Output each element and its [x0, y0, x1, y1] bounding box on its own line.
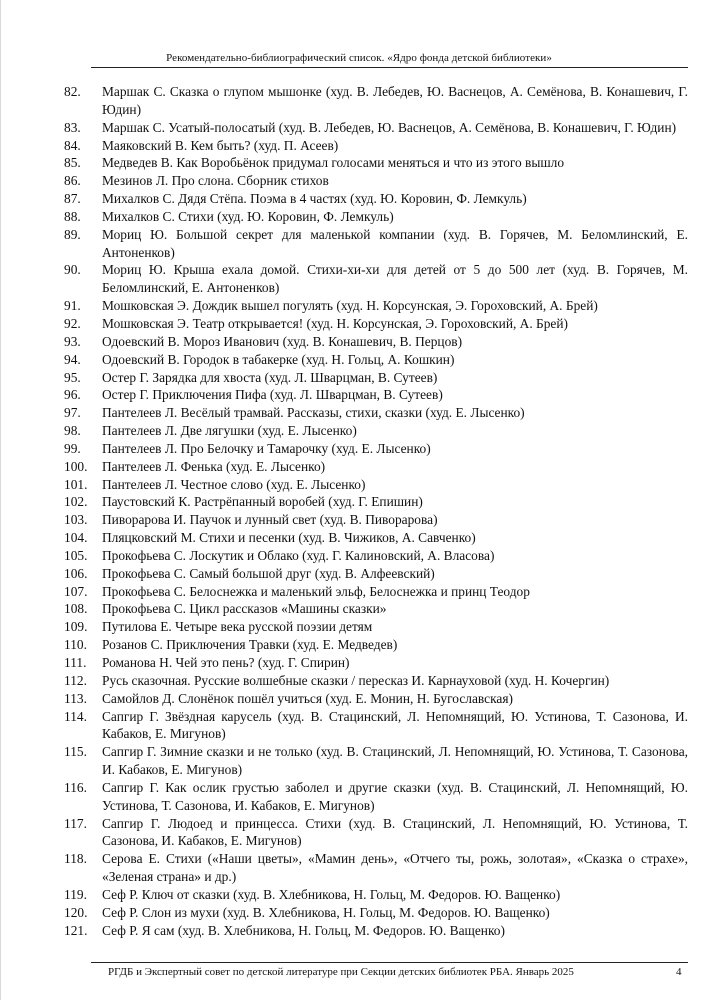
- entry-text: Остер Г. Приключения Пифа (худ. Л. Шварцман, В. Сутеев): [102, 387, 443, 403]
- list-item: [64, 672, 688, 690]
- entry-text: Сеф Р. Я сам (худ. В. Хлебникова, Н. Гольц, М. Федоров. Ю. Ващенко): [102, 922, 505, 938]
- entry-number: 121.: [64, 922, 88, 938]
- entry-number: 116.: [64, 779, 87, 795]
- entry-text: Русь сказочная. Русские волшебные сказки / пересказ И. Карнауховой (худ. Н. Кочергин): [102, 672, 610, 688]
- entry-number: 100.: [64, 458, 88, 474]
- list-item: [64, 208, 688, 226]
- entry-text: Одоевский В. Городок в табакерке (худ. Н. Гольц, А. Кошкин): [102, 351, 455, 367]
- list-item: [64, 850, 688, 886]
- entry-number: 102.: [64, 494, 88, 510]
- entry-text: Прокофьева С. Самый большой друг (худ. В. Алфеевский): [102, 565, 435, 581]
- entry-number: 112.: [64, 672, 87, 688]
- entry-text: Самойлов Д. Слонёнок пошёл учиться (худ. Е. Монин, Н. Бугославская): [102, 690, 513, 706]
- page-footer: РГДБ и Экспертный совет по детской литературе при Секции детских библиотек РБА. Январь 2025: [108, 966, 574, 978]
- list-item: [64, 636, 688, 654]
- entry-text: Маршак С. Сказка о глупом мышонке (худ. В. Лебедев, Ю. Васнецов, А. Семёнова, В. Конашевич, Г. Юдин): [102, 84, 688, 117]
- entry-number: 120.: [64, 904, 88, 920]
- page-number: 4: [676, 966, 682, 978]
- entry-number: 109.: [64, 619, 88, 635]
- entry-text: Мезинов Л. Про слона. Сборник стихов: [102, 173, 329, 189]
- entry-text: Паустовский К. Растрёпанный воробей (худ. Г. Епишин): [102, 494, 423, 510]
- entry-number: 94.: [64, 351, 81, 367]
- entry-number: 114.: [64, 708, 87, 724]
- list-item: [64, 440, 688, 458]
- entry-number: 111.: [64, 655, 87, 670]
- entry-text: Мошковская Э. Театр открывается! (худ. Н. Корсунская, Э. Гороховский, А. Брей): [102, 315, 568, 331]
- list-item: [64, 83, 688, 119]
- list-item: [64, 137, 688, 155]
- list-item: [64, 529, 688, 547]
- entry-text: Мориц Ю. Крыша ехала домой. Стихи-хи-хи для детей от 5 до 500 лет (худ. В. Горячев, М. Беломлинский, Е. Антоненков): [102, 262, 688, 296]
- entry-number: 90.: [64, 262, 81, 278]
- entry-text: Пантелеев Л. Весёлый трамвай. Рассказы, стихи, сказки (худ. Е. Лысенко): [102, 405, 525, 421]
- entry-text: Михалков С. Дядя Стёпа. Поэма в 4 частях (худ. Ю. Коровин, Ф. Лемкуль): [102, 191, 527, 207]
- entry-number: 115.: [64, 744, 87, 760]
- entry-number: 86.: [64, 173, 81, 189]
- entry-text: Михалков С. Стихи (худ. Ю. Коровин, Ф. Лемкуль): [102, 208, 394, 224]
- list-item: [64, 815, 688, 851]
- entry-number: 98.: [64, 423, 81, 439]
- list-item: [64, 583, 688, 601]
- entry-text: Пляцковский М. Стихи и песенки (худ. В. Чижиков, А. Савченко): [102, 530, 476, 546]
- entry-text: Медведев В. Как Воробьёнок придумал голосами меняться и что из этого вышло: [102, 155, 565, 171]
- entry-number: 83.: [64, 119, 81, 135]
- entry-text: Маршак С. Усатый-полосатый (худ. В. Лебедев, Ю. Васнецов, А. Семёнова, В. Конашевич, Г. Юдин): [102, 119, 677, 135]
- entry-text: Пантелеев Л. Две лягушки (худ. Е. Лысенко): [102, 423, 357, 439]
- list-item: [64, 369, 688, 387]
- entry-text: Мориц Ю. Большой секрет для маленькой компании (худ. В. Горячев, М. Беломлинский, Е. Антоненков): [102, 226, 688, 260]
- list-item: [64, 261, 688, 297]
- entry-text: Пантелеев Л. Честное слово (худ. Е. Лысенко): [102, 476, 366, 492]
- list-item: [64, 511, 688, 529]
- list-item: [64, 333, 688, 351]
- list-item: [64, 154, 688, 172]
- footer-divider: [91, 962, 688, 963]
- entry-text: Сапгир Г. Людоед и принцесса. Стихи (худ. В. Стацинский, Л. Непомнящий, Ю. Устинова, Т. Сазонова, И. Кабаков, Е. Мигунов): [102, 815, 688, 849]
- entry-text: Мошковская Э. Дождик вышел погулять (худ. Н. Корсунская, Э. Гороховский, А. Брей): [102, 298, 598, 314]
- list-item: [64, 922, 688, 940]
- entry-number: 117.: [64, 815, 87, 831]
- entry-number: 82.: [64, 84, 81, 99]
- entry-number: 110.: [64, 637, 87, 653]
- bibliography-list: [64, 83, 688, 940]
- list-item: [64, 708, 688, 744]
- list-item: [64, 119, 688, 137]
- entry-number: 84.: [64, 137, 81, 153]
- list-item: [64, 315, 688, 333]
- entry-text: Пантелеев Л. Фенька (худ. Е. Лысенко): [102, 458, 326, 474]
- list-item: [64, 618, 688, 636]
- list-item: [64, 458, 688, 476]
- entry-text: Одоевский В. Мороз Иванович (худ. В. Конашевич, В. Перцов): [102, 333, 463, 349]
- list-item: [64, 547, 688, 565]
- list-item: [64, 386, 688, 404]
- list-item: [64, 779, 688, 815]
- entry-number: 106.: [64, 565, 88, 581]
- entry-number: 97.: [64, 405, 81, 421]
- entry-text: Прокофьева С. Цикл рассказов «Машины сказки»: [102, 601, 387, 617]
- list-item: [64, 226, 688, 262]
- list-item: [64, 172, 688, 190]
- entry-text: Остер Г. Зарядка для хвоста (худ. Л. Шварцман, В. Сутеев): [102, 369, 438, 385]
- entry-number: 113.: [64, 690, 87, 706]
- entry-number: 119.: [64, 886, 87, 902]
- entry-text: Серова Е. Стихи («Наши цветы», «Мамин день», «Отчего ты, рожь, золотая», «Сказка о страхе», «Зеленая страна» и др.): [102, 851, 688, 885]
- entry-text: Сапгир Г. Зимние сказки и не только (худ. В. Стацинский, Л. Непомнящий, Ю. Устинова, Т. Сазонова, И. Кабаков, Е. Мигунов): [102, 744, 688, 778]
- list-item: [64, 654, 688, 672]
- entry-number: 96.: [64, 387, 81, 403]
- entry-number: 103.: [64, 512, 88, 528]
- list-item: [64, 690, 688, 708]
- entry-text: Пиворарова И. Паучок и лунный свет (худ. В. Пиворарова): [102, 512, 438, 528]
- list-item: [64, 190, 688, 208]
- list-item: [64, 600, 688, 618]
- entry-number: 101.: [64, 476, 88, 492]
- list-item: [64, 493, 688, 511]
- list-item: [64, 886, 688, 904]
- entry-number: 85.: [64, 155, 81, 171]
- entry-text: Маяковский В. Кем быть? (худ. П. Асеев): [102, 137, 339, 153]
- entry-text: Сапгир Г. Как ослик грустью заболел и другие сказки (худ. В. Стацинский, Л. Непомнящий, Ю. Устинова, Т. Сазонова, И. Кабаков, Е. Мигунов): [102, 779, 688, 813]
- list-item: [64, 422, 688, 440]
- entry-number: 91.: [64, 298, 81, 314]
- list-item: [64, 743, 688, 779]
- entry-number: 99.: [64, 440, 81, 456]
- list-item: [64, 351, 688, 369]
- page-header: Рекомендательно-библиографический список. «Ядро фонда детской библиотеки»: [166, 52, 552, 64]
- list-item: [64, 404, 688, 422]
- entry-number: 88.: [64, 208, 81, 224]
- entry-text: Прокофьева С. Лоскутик и Облако (худ. Г. Калиновский, А. Власова): [102, 547, 495, 563]
- entry-number: 89.: [64, 226, 81, 242]
- entry-text: Сеф Р. Слон из мухи (худ. В. Хлебникова, Н. Гольц, М. Федоров. Ю. Ващенко): [102, 904, 550, 920]
- entry-text: Романова Н. Чей это пень? (худ. Г. Спирин): [102, 655, 350, 670]
- list-item: [64, 476, 688, 494]
- entry-text: Розанов С. Приключения Травки (худ. Е. Медведев): [102, 637, 398, 653]
- entry-text: Прокофьева С. Белоснежка и маленький эльф, Белоснежка и принц Теодор: [102, 583, 530, 599]
- entry-text: Пантелеев Л. Про Белочку и Тамарочку (худ. Е. Лысенко): [102, 440, 431, 456]
- entry-number: 108.: [64, 601, 88, 617]
- entry-text: Путилова Е. Четыре века русской поэзии детям: [102, 619, 373, 635]
- entry-number: 95.: [64, 369, 81, 385]
- entry-number: 105.: [64, 547, 88, 563]
- list-item: [64, 297, 688, 315]
- list-item: [64, 904, 688, 922]
- list-item: [64, 565, 688, 583]
- header-divider: [91, 67, 688, 68]
- entry-number: 93.: [64, 333, 81, 349]
- entry-number: 92.: [64, 315, 81, 331]
- entry-number: 104.: [64, 530, 88, 546]
- entry-text: Сеф Р. Ключ от сказки (худ. В. Хлебникова, Н. Гольц, М. Федоров. Ю. Ващенко): [102, 886, 561, 902]
- entry-text: Сапгир Г. Звёздная карусель (худ. В. Стацинский, Л. Непомнящий, Ю. Устинова, Т. Сазонова, И. Кабаков, Е. Мигунов): [102, 708, 688, 742]
- entry-number: 107.: [64, 583, 88, 599]
- entry-number: 118.: [64, 851, 87, 867]
- entry-number: 87.: [64, 191, 81, 207]
